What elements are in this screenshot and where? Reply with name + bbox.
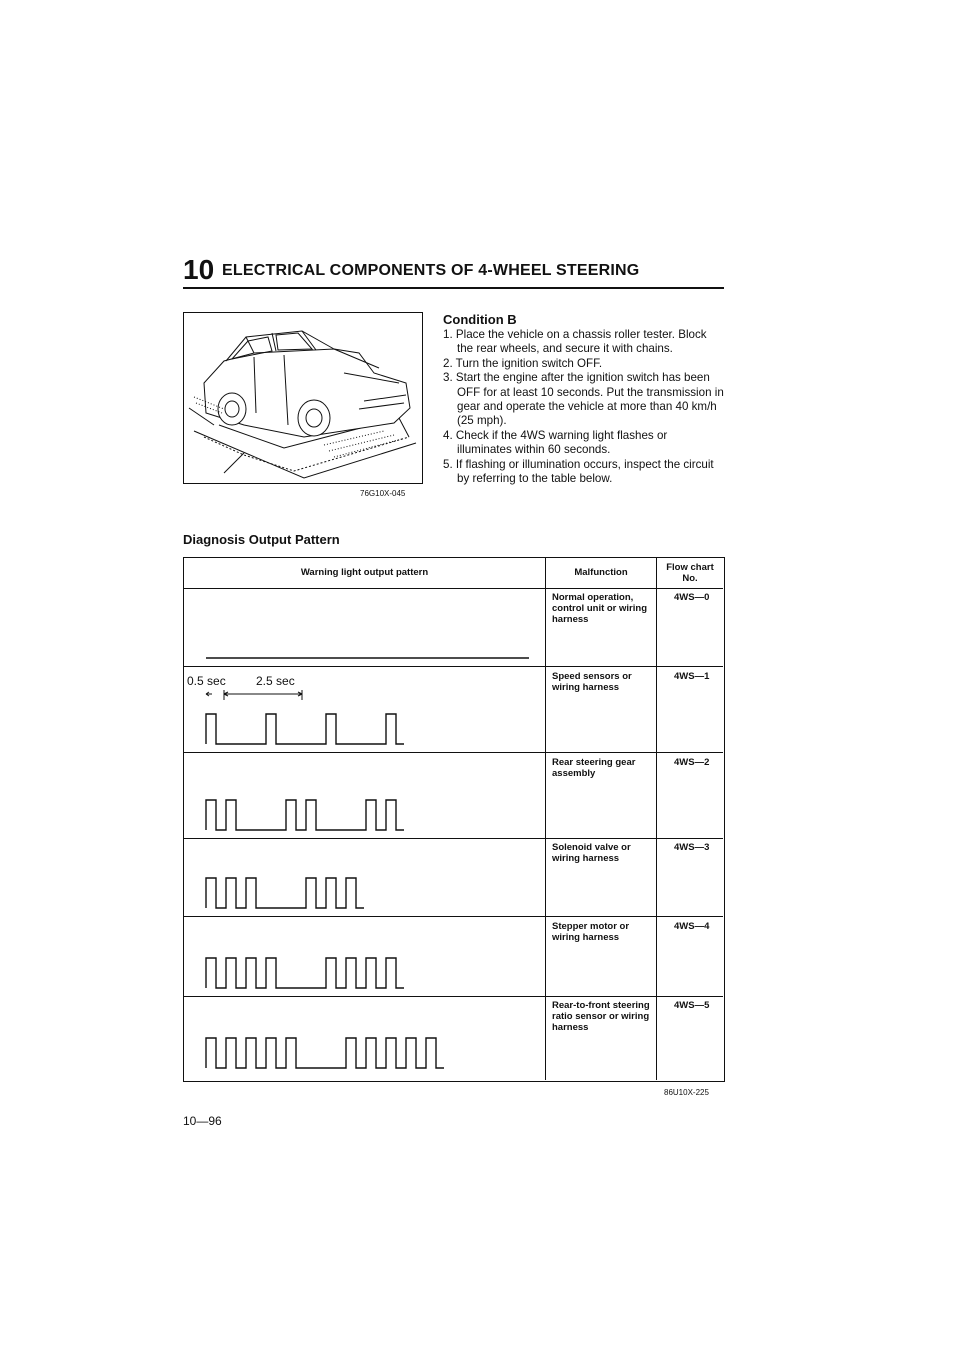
condition-title: Condition B: [443, 312, 517, 327]
flow-chart-cell: 4WS—1: [674, 671, 710, 682]
flow-chart-cell: 4WS—3: [674, 842, 710, 853]
column-divider: [656, 558, 657, 1080]
timing-arrow-1: [224, 692, 302, 696]
flow-chart-cell: 4WS—0: [674, 592, 710, 603]
vehicle-on-roller-tester-figure: [183, 312, 423, 484]
malfunction-cell: Solenoid valve or wiring harness: [552, 842, 631, 864]
timing-arrow-2: [224, 690, 302, 700]
vehicle-illustration: [184, 313, 421, 482]
malfunction-cell: Normal operation, control unit or wiring harness: [552, 592, 647, 625]
flow-chart-cell: 4WS—4: [674, 921, 710, 932]
malfunction-cell: Rear-to-front steering ratio sensor or wiring harness: [552, 1000, 650, 1033]
malfunction-cell: Speed sensors or wiring harness: [552, 671, 632, 693]
waveform-4: [206, 958, 404, 988]
diagnosis-title: Diagnosis Output Pattern: [183, 532, 340, 547]
flow-chart-cell: 4WS—5: [674, 1000, 710, 1011]
waveform-2: [206, 800, 404, 830]
warning-light-waveforms: [184, 558, 545, 1080]
flow-chart-cell: 4WS—2: [674, 757, 710, 768]
header-rule: [183, 287, 724, 289]
chapter-number: 10: [183, 254, 215, 285]
condition-step: 1. Place the vehicle on a chassis roller tester. Block the rear wheels, and secure it with chains.: [443, 328, 707, 356]
header-pattern: Warning light output pattern: [300, 567, 429, 578]
diagnosis-table: [183, 557, 725, 1082]
timing-arrow-0: [206, 692, 212, 696]
malfunction-cell: Rear steering gear assembly: [552, 757, 636, 779]
waveform-5: [206, 1038, 444, 1068]
waveform-1: [206, 714, 404, 744]
timing-label-long: 2.5 sec: [256, 674, 295, 688]
waveform-3: [206, 878, 364, 908]
header-flow-chart: Flow chart No.: [666, 562, 714, 584]
figure-code: 76G10X-045: [360, 489, 406, 498]
condition-step: 2. Turn the ignition switch OFF.: [443, 356, 603, 370]
column-divider: [545, 558, 546, 1080]
timing-label-short: 0.5 sec: [187, 674, 226, 688]
condition-steps: [443, 328, 725, 486]
page-number: 10—96: [183, 1114, 222, 1128]
chapter-title: ELECTRICAL COMPONENTS OF 4-WHEEL STEERING: [222, 262, 640, 279]
condition-step: 4. Check if the 4WS warning light flashes or illuminates within 60 seconds.: [443, 428, 668, 457]
table-code: 86U10X-225: [664, 1088, 709, 1097]
header-malfunction: Malfunction: [574, 567, 628, 578]
malfunction-cell: Stepper motor or wiring harness: [552, 921, 630, 943]
condition-step: 5. If flashing or illumination occurs, inspect the circuit by referring to the table below.: [443, 457, 714, 486]
condition-step: 3. Start the engine after the ignition switch has been OFF for at least 10 seconds. Put the transmission in gear and operate the vehicle at more than 40 km/h (25 mph).: [443, 371, 724, 428]
